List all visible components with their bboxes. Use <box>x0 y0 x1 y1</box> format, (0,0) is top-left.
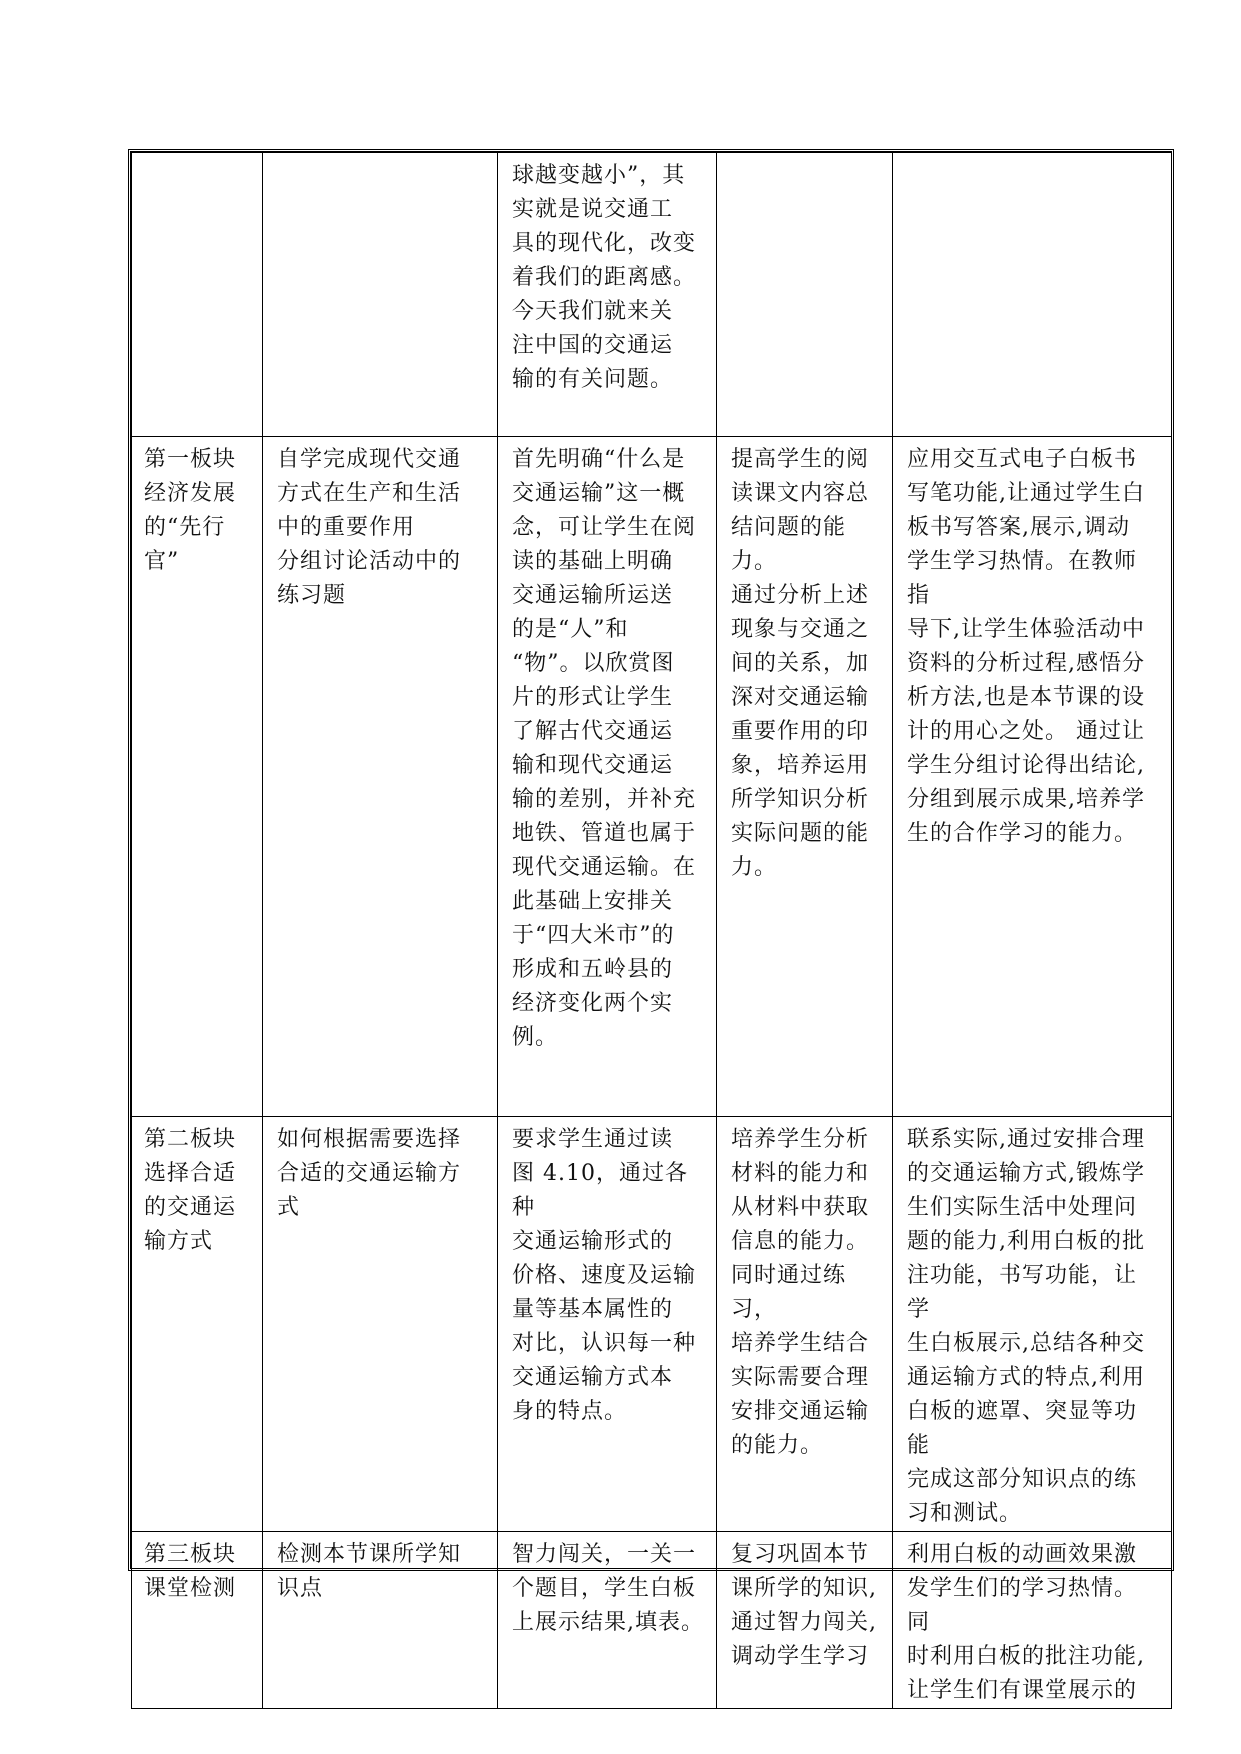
cell-text: 自学完成现代交通 方式在生产和生活 中的重要作用 分组讨论活动中的 练习题 <box>277 447 462 608</box>
cell-text: 智力闯关，一关一 个题目，学生白板 上展示结果,填表。 <box>512 1542 704 1635</box>
table-cell <box>717 437 893 1117</box>
cell-text: 第一板块 经济发展 的“先行 官” <box>144 447 237 574</box>
table-cell <box>263 1117 498 1532</box>
table-cell <box>132 437 263 1117</box>
table-row <box>132 437 1172 1117</box>
table-cell <box>263 437 498 1117</box>
table-cell <box>132 153 263 437</box>
cell-text: 要求学生通过读 图 4.10，通过各种 交通运输形式的 价格、速度及运输 量等基本属性的 对比，认识每一种 交通运输方式本 身的特点。 <box>512 1127 697 1424</box>
table-cell <box>893 153 1172 437</box>
table-cell <box>132 1532 263 1709</box>
table-cell <box>893 1532 1172 1709</box>
cell-text: 首先明确“什么是 交通运输”这一概 念，可让学生在阅 读的基础上明确 交通运输所运送 的是“人”和 “物”。以欣赏图 片的形式让学生 了解古代交通运 输和现代交通运 输的差别，并补充 地铁、管道也属于 现代交通运输。在 此基础上安排关 于“四大米市”的 形成和五岭县的 经济变化两个实 例。 <box>512 447 697 1050</box>
table-cell <box>498 1117 717 1532</box>
table-row <box>132 1532 1172 1709</box>
table-row <box>132 1117 1172 1532</box>
cell-text: 联系实际,通过安排合理 的交通运输方式,锻炼学 生们实际生活中处理问 题的能力,利用白板的批 注功能，书写功能，让学 生白板展示,总结各种交 通运输方式的特点,利用 白板的遮罩、突显等功能 完成这部分知识点的练 习和测试。 <box>907 1127 1145 1526</box>
lesson-plan-table <box>131 152 1172 1709</box>
lesson-plan-table-frame <box>128 149 1174 1703</box>
table-cell <box>498 153 717 437</box>
table-cell <box>717 1532 893 1709</box>
table-cell <box>498 437 717 1117</box>
cell-text: 应用交互式电子白板书 写笔功能,让通过学生白 板书写答案,展示,调动 学生学习热情。在教师指 导下,让学生体验活动中 资料的分析过程,感悟分 析方法,也是本节课的设 计的用心之处。 通过让 学生分组讨论得出结论, 分组到展示成果,培养学 生的合作学习的能力。 <box>907 447 1145 846</box>
table-cell <box>498 1532 717 1709</box>
cell-text: 检测本节课所学知 识点 <box>277 1542 462 1601</box>
table-row <box>132 153 1172 437</box>
cell-text: 如何根据需要选择 合适的交通运输方 式 <box>277 1127 462 1220</box>
table-cell <box>893 1117 1172 1532</box>
table-cell <box>893 437 1172 1117</box>
table-cell <box>263 153 498 437</box>
cell-text: 提高学生的阅 读课文内容总 结问题的能力。 通过分析上述 现象与交通之 间的关系，加 深对交通运输 重要作用的印 象，培养运用 所学知识分析 实际问题的能 力。 <box>731 447 870 880</box>
cell-text: 利用白板的动画效果激 发学生们的学习热情。同 时利用白板的批注功能, 让学生们有课堂展示的 <box>907 1542 1145 1703</box>
table-cell <box>132 1117 263 1532</box>
cell-text: 培养学生分析 材料的能力和 从材料中获取 信息的能力。 同时通过练习， 培养学生结合 实际需要合理 安排交通运输 的能力。 <box>731 1127 870 1458</box>
table-cell <box>717 1117 893 1532</box>
cell-text: 第二板块 选择合适 的交通运 输方式 <box>144 1127 237 1254</box>
cell-text: 复习巩固本节 课所学的知识, 通过智力闯关, 调动学生学习 <box>731 1542 877 1669</box>
table-cell <box>263 1532 498 1709</box>
cell-text: 球越变越小”，其 实就是说交通工 具的现代化，改变 着我们的距离感。 今天我们就来关 注中国的交通运 输的有关问题。 <box>512 163 697 392</box>
table-cell <box>717 153 893 437</box>
cell-text: 第三板块 课堂检测 <box>144 1542 237 1601</box>
